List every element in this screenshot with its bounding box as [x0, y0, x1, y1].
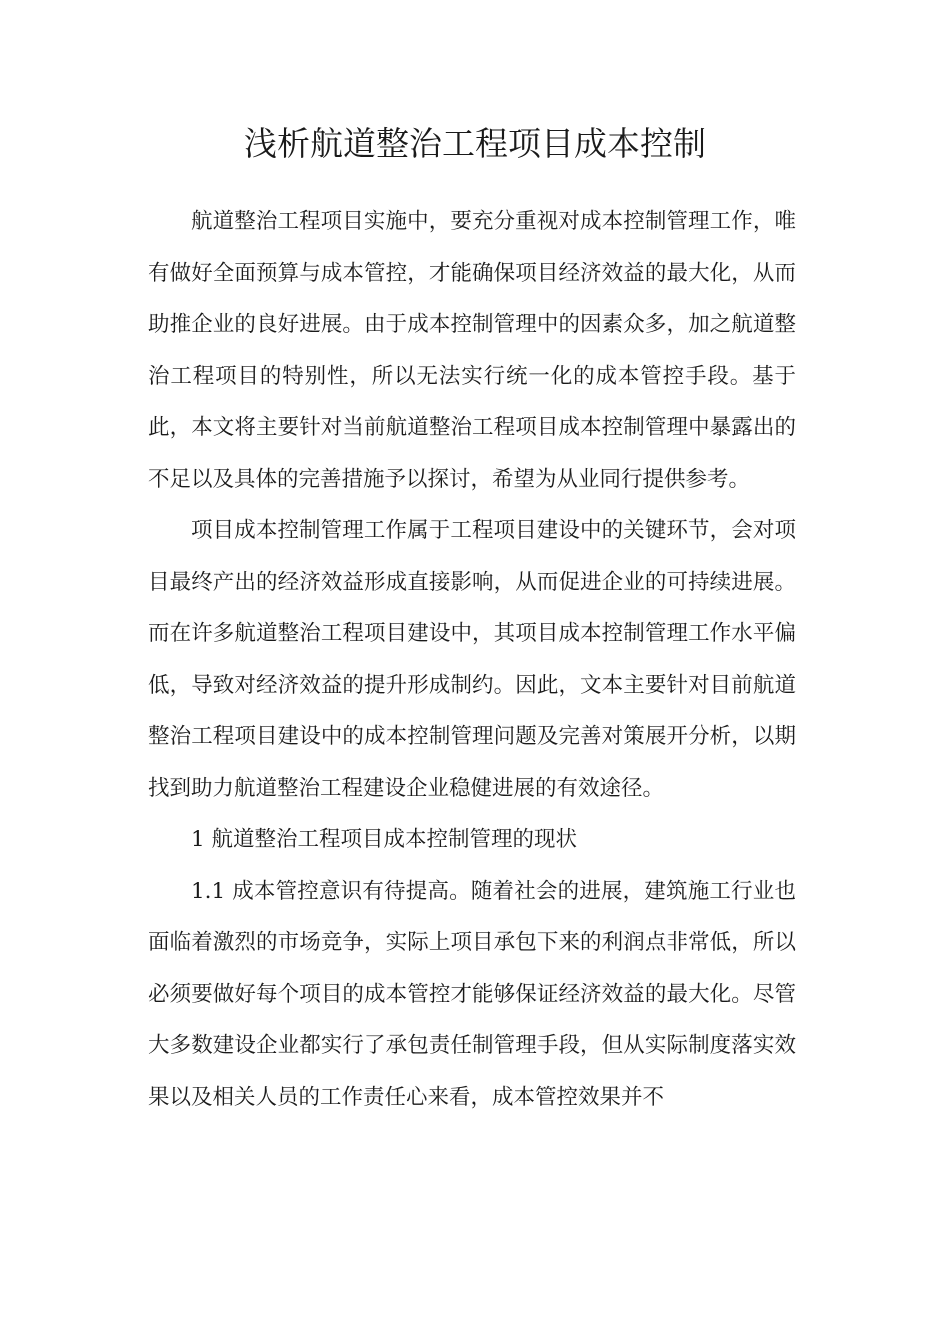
- paragraph-background: 项目成本控制管理工作属于工程项目建设中的关键环节，会对项目最终产出的经济效益形成直接影响，从而促进企业的可持续进展。而在许多航道整治工程项目建设中，其项目成本控制管理工作水平偏低，导致对经济效益的提升形成制约。因此，文本主要针对目前航道整治工程项目建设中的成本控制管理问题及完善对策展开分析，以期找到助力航道整治工程建设企业稳健进展的有效途径。: [148, 518, 796, 801]
- paragraph-section-1-1: 1.1 成本管控意识有待提高。随着社会的进展，建筑施工行业也面临着激烈的市场竞争，实际上项目承包下来的利润点非常低，所以必须要做好每个项目的成本管控才能够保证经济效益的最大化。尽管大多数建设企业都实行了承包责任制管理手段，但从实际制度落实效果以及相关人员的工作责任心来看，成本管控效果并不: [148, 878, 796, 1110]
- section-heading: 1 航道整治工程项目成本控制管理的现状: [191, 827, 578, 852]
- document-body: [148, 196, 796, 1123]
- paragraph-intro: 航道整治工程项目实施中，要充分重视对成本控制管理工作，唯有做好全面预算与成本管控，才能确保项目经济效益的最大化，从而助推企业的良好进展。由于成本控制管理中的因素众多，加之航道整治工程项目的特别性，所以无法实行统一化的成本管控手段。基于此，本文将主要针对当前航道整治工程项目成本控制管理中暴露出的不足以及具体的完善措施予以探讨，希望为从业同行提供参考。: [148, 209, 796, 492]
- document-title: 浅析航道整治工程项目成本控制: [244, 124, 706, 163]
